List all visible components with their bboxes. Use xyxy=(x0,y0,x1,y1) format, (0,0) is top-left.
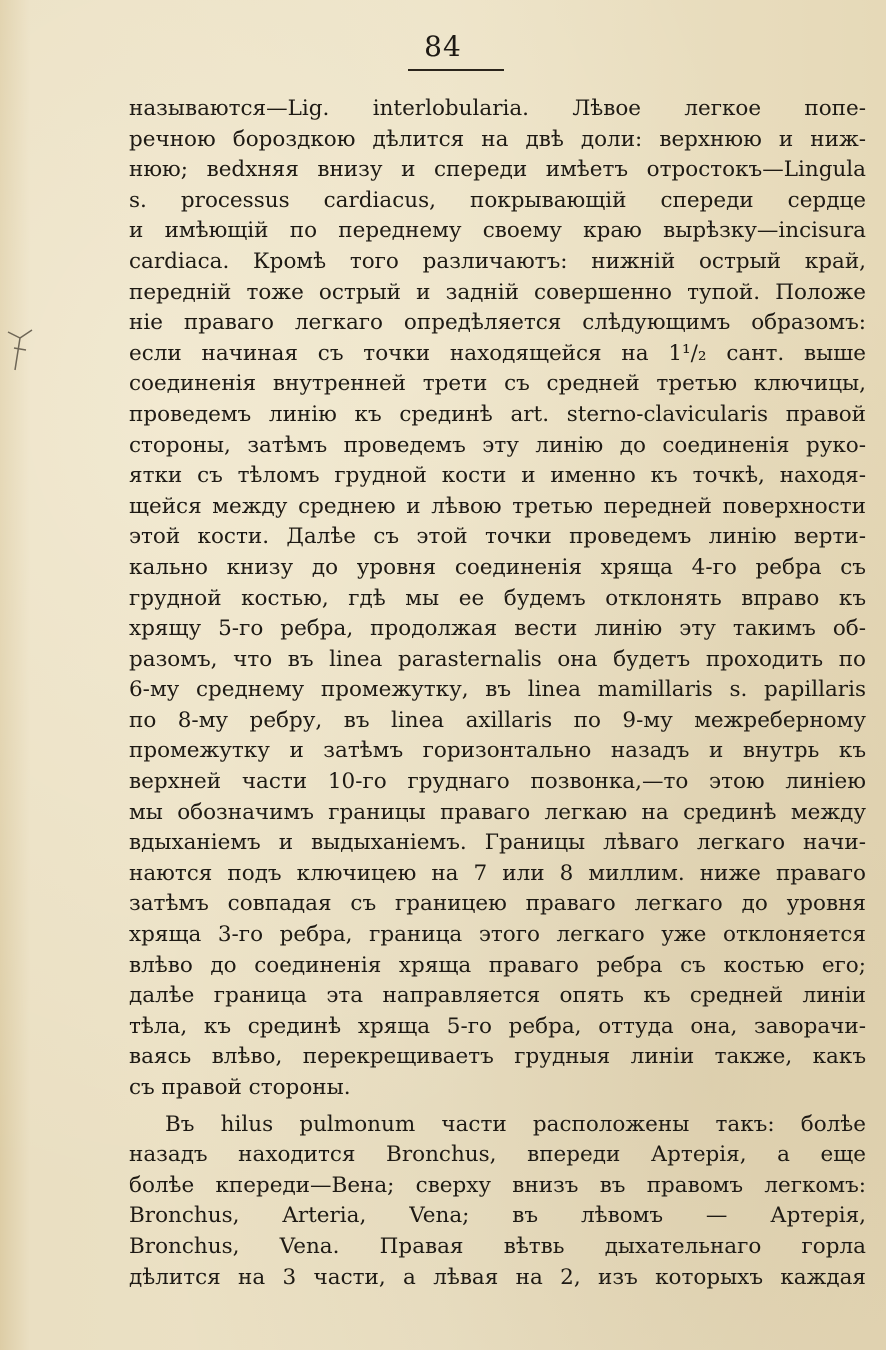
margin-pencil-mark xyxy=(6,320,36,380)
text-line: если начиная съ точки находящейся на 1¹/₂ сант. выше xyxy=(129,340,866,366)
text-line: кально книзу до уровня соединенія хряща 4-го ребра съ xyxy=(129,554,866,580)
text-line: мы обозначимъ границы праваго легкаю на срединѣ между xyxy=(129,799,866,825)
text-line: влѣво до соединенія хряща праваго ребра съ костью его; xyxy=(129,952,866,978)
text-line: затѣмъ совпадая съ границею праваго легкаго до уровня xyxy=(129,891,866,917)
text-line: верхней части 10-го груднаго позвонка,—то этою линіею xyxy=(129,769,866,795)
text-line: называются—Lig. interlobularia. Лѣвое легкое попе- xyxy=(129,96,866,121)
text-line: назадъ находится Bronchus, впереди Артерія, а еще xyxy=(129,1142,866,1168)
text-line: Bronchus, Vena. Правая вѣтвь дыхательнаго горла xyxy=(129,1233,866,1259)
text-line: и имѣющій по переднему своему краю вырѣзку—incisura xyxy=(129,218,866,244)
text-line: 6-му среднему промежутку, въ linea mamillaris s. papillaris xyxy=(129,677,866,703)
text-line: далѣе граница эта направляется опять къ средней линіи xyxy=(129,983,866,1009)
page-number: 84 xyxy=(424,30,462,63)
text-line: ятки съ тѣломъ грудной кости и именно къ точкѣ, находя- xyxy=(129,463,866,489)
text-line: промежутку и затѣмъ горизонтально назадъ и внутрь къ xyxy=(129,738,866,764)
text-line: тѣла, къ срединѣ хряща 5-го ребра, оттуда она, заворачи- xyxy=(129,1013,866,1039)
text-line: нюю; веdхняя внизу и спереди имѣетъ отростокъ—Lingula xyxy=(129,157,866,183)
text-line: Въ hilus pulmonum части расположены такъ: болѣе xyxy=(165,1111,866,1137)
text-line: s. processus cardiacus, покрывающій спереди сердце xyxy=(129,187,866,213)
text-line: передній тоже острый и задній совершенно тупой. Положе xyxy=(129,279,866,305)
text-line: проведемъ линію къ срединѣ art. sterno-clavicularis правой xyxy=(129,401,866,427)
text-line: дѣлится на 3 части, а лѣвая на 2, изъ которыхъ каждая xyxy=(129,1264,866,1290)
text-line: наются подъ ключицею на 7 или 8 миллим. ниже праваго xyxy=(129,860,866,886)
text-line: болѣе кпереди—Вена; сверху внизъ въ правомъ легкомъ: xyxy=(129,1172,866,1198)
text-line: по 8-му ребру, въ linea axillaris по 9-му межреберному xyxy=(129,707,866,733)
text-line: стороны, затѣмъ проведемъ эту линію до соединенія руко- xyxy=(129,432,866,458)
text-line: речною бороздкою дѣлится на двѣ доли: верхнюю и ниж- xyxy=(129,126,866,152)
text-line: разомъ, что въ linea parasternalis она будетъ проходить по xyxy=(129,646,866,672)
page-number-rule xyxy=(408,69,504,71)
text-line: ваясь влѣво, перекрещиваетъ грудныя линіи также, какъ xyxy=(129,1044,866,1070)
text-line: Bronchus, Arteria, Vena; въ лѣвомъ — Артерія, xyxy=(129,1203,866,1229)
text-line: этой кости. Далѣе съ этой точки проведемъ линію верти- xyxy=(129,524,866,550)
text-line: cardiaca. Кромѣ того различаютъ: нижній острый край, xyxy=(129,248,866,274)
text-line: грудной костью, гдѣ мы ее будемъ отклонять вправо къ xyxy=(129,585,866,611)
text-line: соединенія внутренней трети съ средней третью ключицы, xyxy=(129,371,866,397)
text-line: хряща 3-го ребра, граница этого легкаго уже отклоняется xyxy=(129,922,866,948)
text-line: съ правой стороны. xyxy=(129,1075,351,1100)
text-line: вдыханіемъ и выдыханіемъ. Границы лѣваго легкаго начи- xyxy=(129,830,866,856)
body-text xyxy=(129,94,866,1293)
text-line: щейся между среднею и лѣвою третью передней поверхности xyxy=(129,493,866,519)
text-line: ніе праваго легкаго опредѣляется слѣдующимъ образомъ: xyxy=(129,310,866,336)
text-line: хрящу 5-го ребра, продолжая вести линію эту такимъ об- xyxy=(129,616,866,642)
